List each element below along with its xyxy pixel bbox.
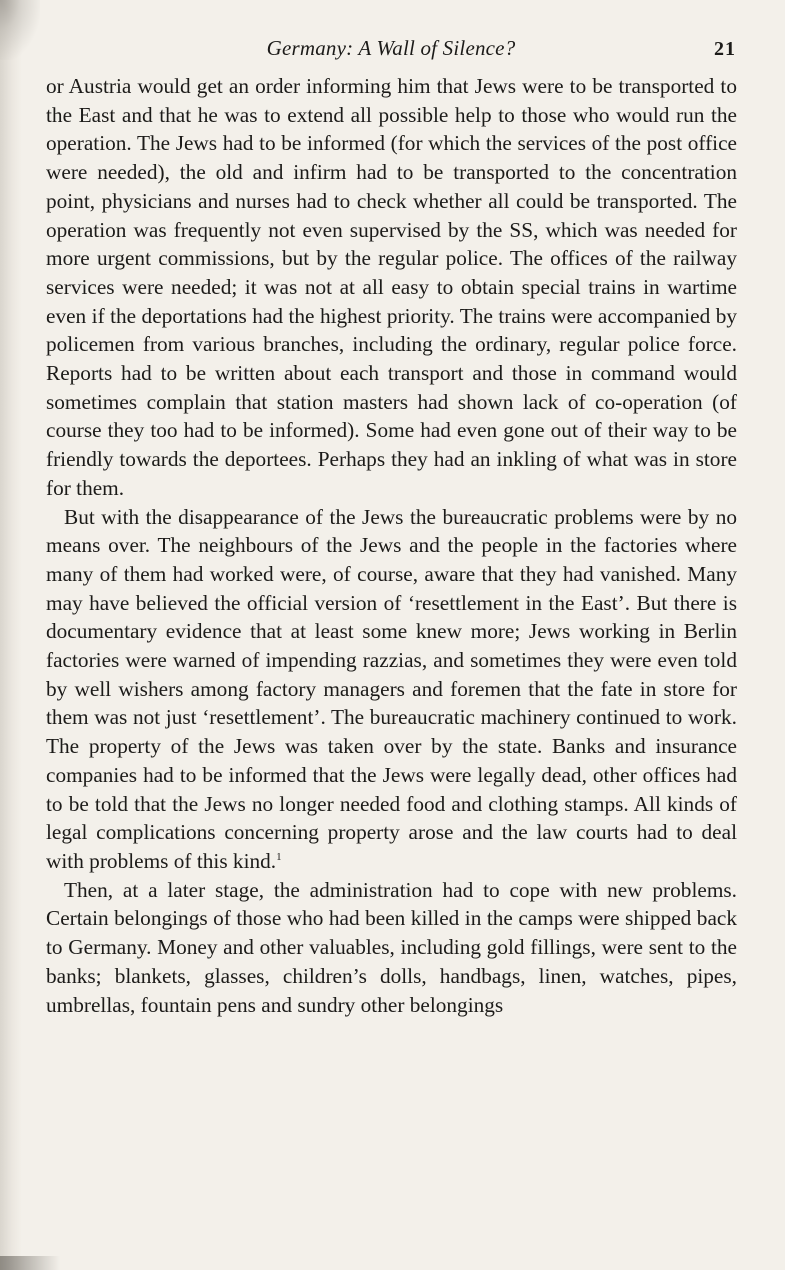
paragraph-3: [46, 876, 737, 1020]
running-head: [46, 36, 736, 64]
paragraph-text: or Austria would get an order informing him that Jews were to be transported to the East and that he was to extend all possible help to those who would run the operation. The Jews had to be informed (for which the services of the post office were needed), the old and infirm had to be transported to the concentration point, physicians and nurses had to check whether all could be transported. The operation was frequently not even supervised by the SS, which was needed for more urgent commissions, but by the regular police. The offices of the railway services were needed; it was not at all easy to obtain special trains in wartime even if the deportations had the highest priority. The trains were accompanied by policemen from various branches, including the ordinary, regular police force. Reports had to be written about each transport and those in command would sometimes complain that station masters had shown lack of co-operation (of course they too had to be informed). Some had even gone out of their way to be friendly towards the deportees. Perhaps they had an inkling of what was in store for them.: [46, 74, 737, 500]
paragraph-2: [46, 503, 737, 876]
footnote-marker: 1: [276, 850, 282, 863]
paragraph-text: But with the disappearance of the Jews the bureaucratic problems were by no means over. The neighbours of the Jews and the people in the factories where many of them had worked were, of course, aware that they had vanished. Many may have believed the official version of ‘resettlement in the East’. But there is documentary evidence that at least some knew more; Jews working in Berlin factories were warned of impending razzias, and sometimes they were even told by well wishers among factory managers and foremen that the fate in store for them was not just ‘resettlement’. The bureaucratic machinery continued to work. The property of the Jews was taken over by the state. Banks and insurance companies had to be informed that the Jews were legally dead, other offices had to be told that the Jews no longer needed food and clothing stamps. All kinds of legal complications concerning property arose and the law courts had to deal with problems of this kind.: [46, 504, 737, 873]
page-number: 21: [714, 38, 736, 60]
paragraph-text: Then, at a later stage, the administration had to cope with new problems. Certain belongings of those who had been killed in the camps were shipped back to Germany. Money and other valuables, including gold fillings, were sent to the banks; blankets, glasses, children’s dolls, handbags, linen, watches, pipes, umbrellas, fountain pens and sundry other belongings: [46, 877, 737, 1017]
scan-shadow-bottom: [0, 1256, 60, 1270]
paragraph-1: [46, 72, 737, 503]
scan-shadow-edge: [0, 0, 22, 1270]
running-head-title: Germany: A Wall of Silence?: [266, 36, 516, 60]
body-text: [46, 72, 737, 1019]
scan-shadow-corner: [0, 0, 40, 60]
